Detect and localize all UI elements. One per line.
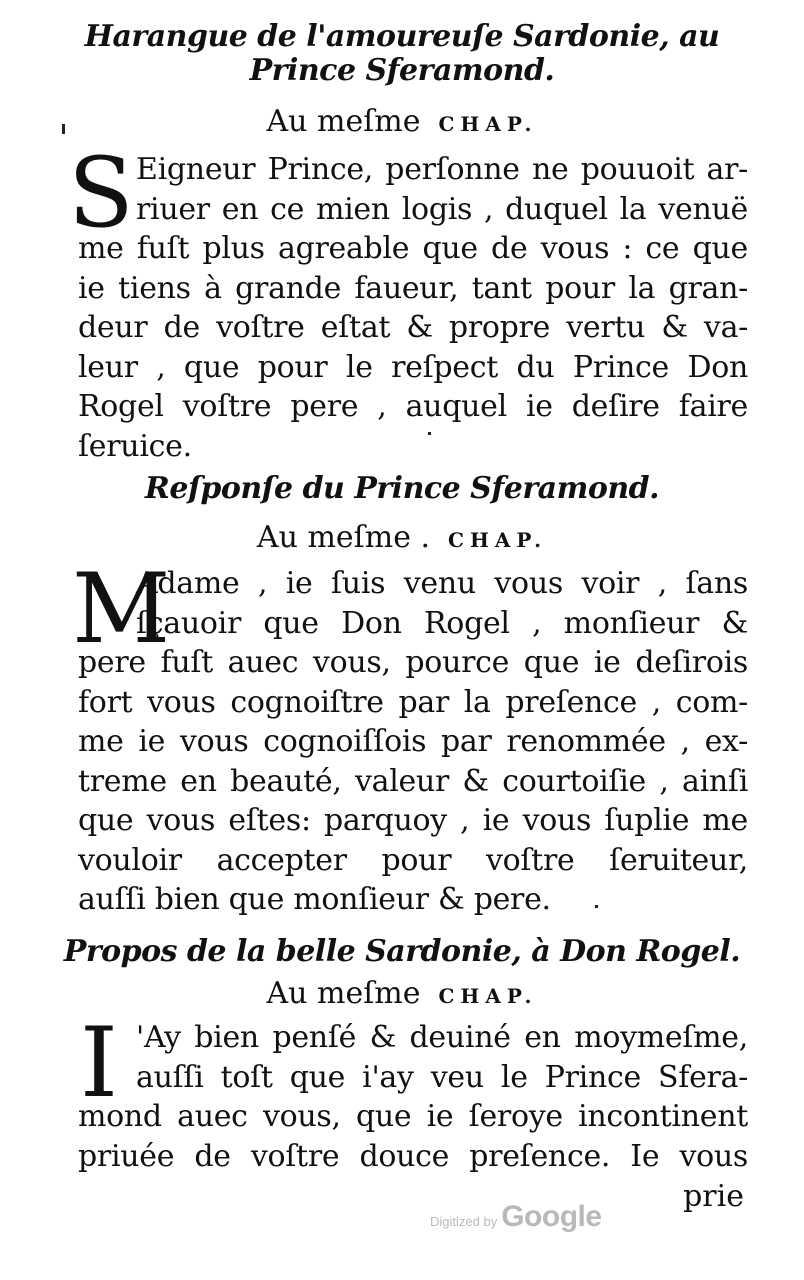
- catchword: prie: [683, 1179, 744, 1214]
- text-line: pere fuſt auec vous, pource que ie deſirois: [78, 645, 748, 680]
- section-1-chap-label: CHAP.: [438, 112, 538, 136]
- text-line: vouloir accepter pour voſtre ſeruiteur,: [78, 842, 748, 878]
- section-1-subheading-text: Au meſme: [266, 104, 421, 139]
- print-speck: [428, 432, 431, 435]
- section-2-subheading-text: Au meſme .: [256, 520, 431, 555]
- section-3-subheading: [0, 975, 804, 1015]
- google-logo: Google: [501, 1200, 602, 1233]
- section-2-dropcap: M: [72, 553, 171, 665]
- text-line: fort vous cognoiſtre par la preſence , com-: [78, 684, 748, 720]
- section-3-chap-label: CHAP.: [438, 984, 538, 1008]
- text-line: auſſi toſt que i'ay veu le Prince Sfera-: [136, 1059, 748, 1095]
- text-line: ſeruice.: [78, 428, 192, 464]
- text-line: 'Ay bien penſé & deuiné en moymeſme,: [136, 1020, 748, 1055]
- section-3-paragraph: [78, 1007, 748, 1176]
- section-1-heading-line-2: Prince Sferamond.: [249, 53, 555, 88]
- digitized-watermark: [430, 1200, 602, 1234]
- text-line: auſſi bien que monſieur & pere.: [78, 882, 551, 917]
- text-line: me ie vous cognoiſſois par renommée , ex-: [78, 724, 748, 759]
- section-1-dropcap: S: [68, 137, 134, 249]
- section-1-paragraph: [78, 150, 748, 466]
- section-3-dropcap: I: [80, 1007, 118, 1119]
- text-line: me fuſt plus agreable que de vous : ce que: [78, 231, 748, 266]
- text-line: mond auec vous, que ie ſeroye incontinent: [78, 1099, 748, 1134]
- text-line: Adame , ie ſuis venu vous voir , ſans: [136, 566, 748, 601]
- text-line: priuée de voſtre douce preſence. Ie vous: [78, 1138, 748, 1174]
- text-line: ſçauoir que Don Rogel , monſieur &: [136, 605, 748, 641]
- text-line: que vous eſtes: parquoy , ie vous ſuplie me: [78, 803, 748, 838]
- section-3-subheading-text: Au meſme: [266, 976, 421, 1011]
- watermark-prefix: Digitized by: [430, 1214, 498, 1229]
- text-line: ie tiens à grande faueur, tant pour la gran-: [78, 270, 748, 306]
- print-speck: [62, 124, 65, 134]
- section-2-chap-label: CHAP.: [448, 528, 548, 552]
- text-line: deur de voſtre eſtat & propre vertu & va-: [78, 310, 748, 345]
- text-line: leur , que pour le reſpect du Prince Don: [78, 349, 748, 385]
- print-speck: [595, 905, 598, 908]
- text-line: Rogel voſtre pere , auquel ie deſire faire: [78, 389, 748, 424]
- section-2-heading: Reſponſe du Prince Sferamond.: [144, 471, 660, 506]
- section-1-heading-line-1: Harangue de l'amoureuſe Sardonie, au: [84, 19, 720, 54]
- text-line: Eigneur Prince, perſonne ne pouuoit ar-: [136, 152, 748, 187]
- text-line: treme en beauté, valeur & courtoiſie , ainſi: [78, 763, 748, 799]
- section-2-paragraph: [78, 564, 748, 920]
- text-line: riuer en ce mien logis , duquel la venuë: [136, 191, 748, 227]
- section-3-heading: Propos de la belle Sardonie, à Don Rogel.: [63, 934, 741, 969]
